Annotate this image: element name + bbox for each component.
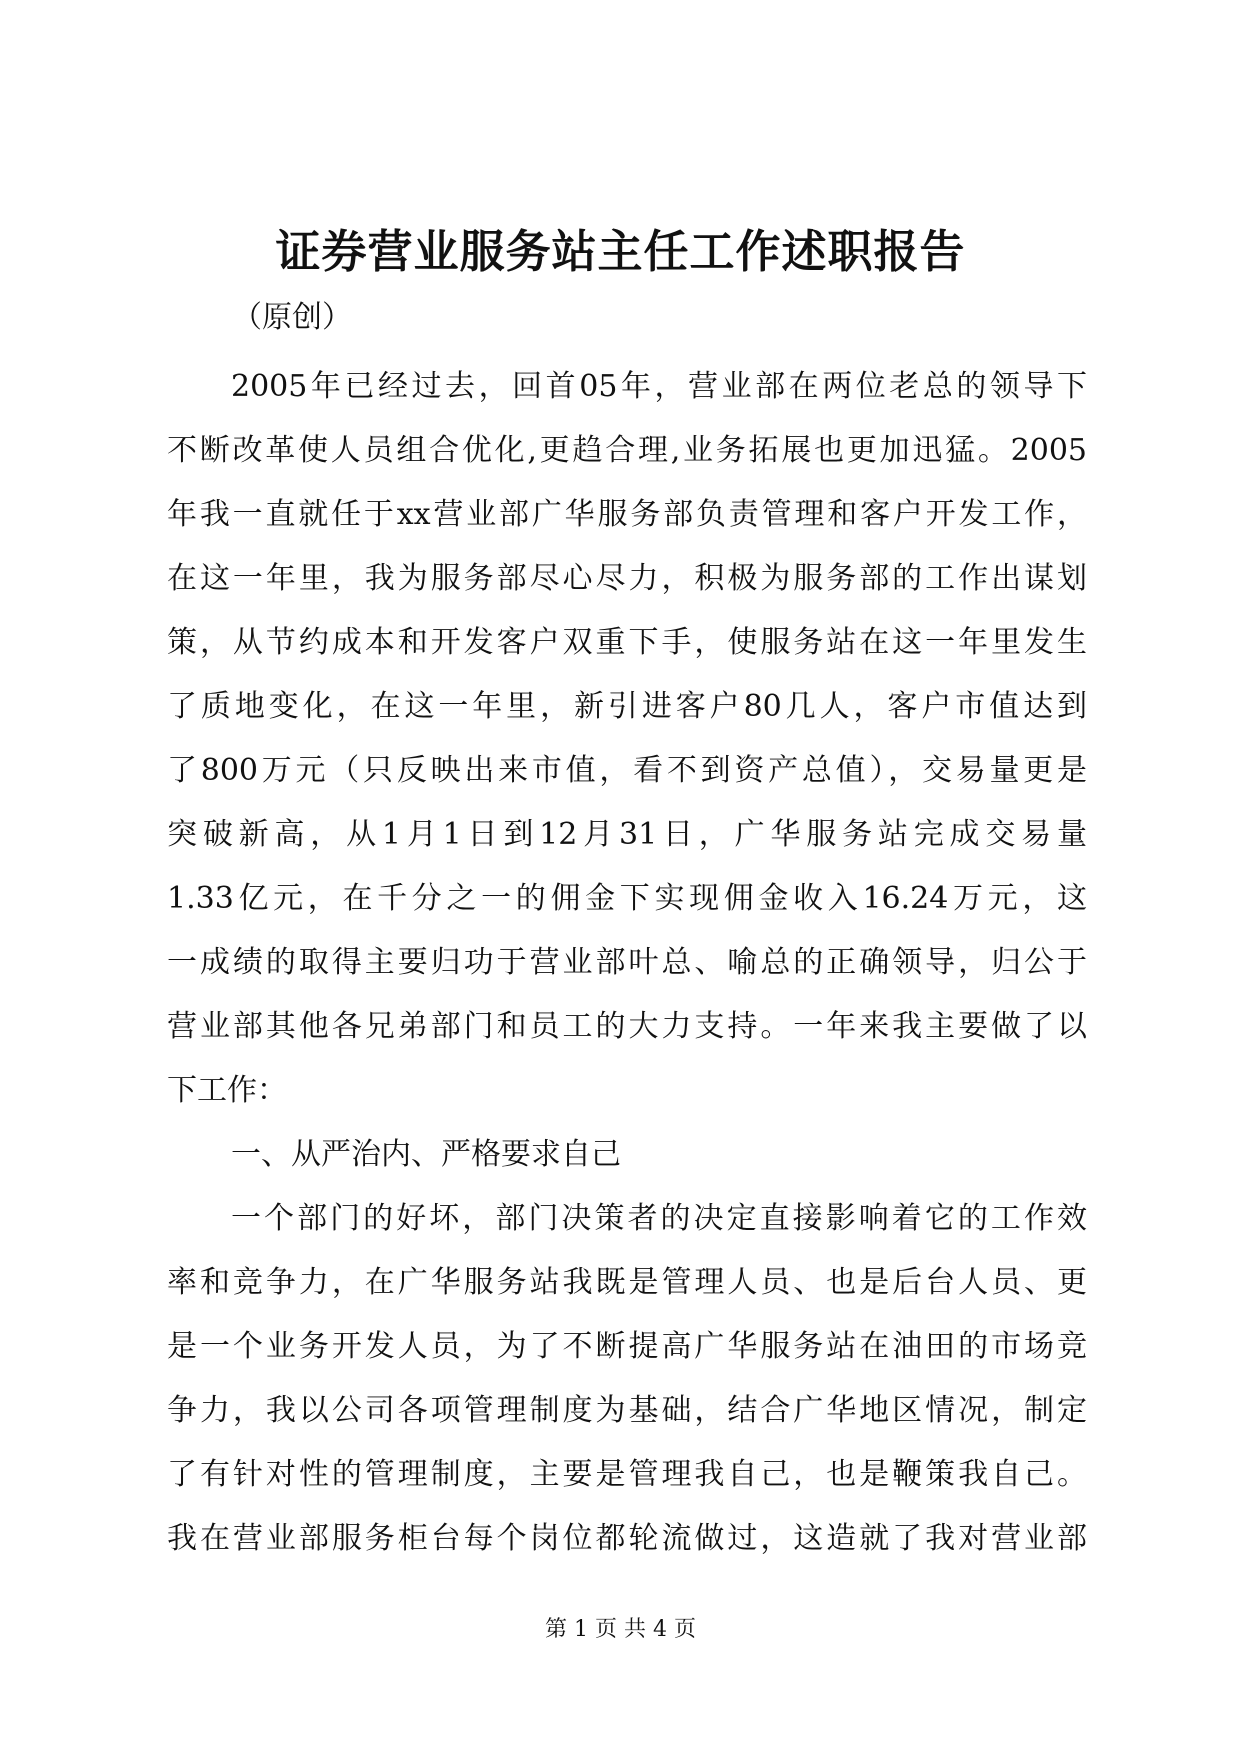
paragraph-line: 年我一直就任于xx营业部广华服务部负责管理和客户开发工作， <box>167 497 1087 532</box>
paragraph-line: 一个部门的好坏，部门决策者的决定直接影响着它的工作效 <box>231 1201 1087 1236</box>
paragraph-line: 下工作： <box>167 1073 287 1108</box>
paragraph-line: 了800万元（只反映出来市值，看不到资产总值），交易量更是 <box>167 753 1087 788</box>
paragraph-line: 营业部其他各兄弟部门和员工的大力支持。一年来我主要做了以 <box>167 1009 1087 1044</box>
document-subtitle: （原创） <box>232 300 352 335</box>
paragraph-line: 争力，我以公司各项管理制度为基础，结合广华地区情况，制定 <box>167 1393 1087 1428</box>
paragraph-line: 不断改革使人员组合优化,更趋合理,业务拓展也更加迅猛。2005 <box>167 433 1087 468</box>
paragraph-line: 一成绩的取得主要归功于营业部叶总、喻总的正确领导，归公于 <box>167 945 1087 980</box>
paragraph-line: 2005年已经过去，回首05年，营业部在两位老总的领导下 <box>231 369 1087 404</box>
paragraph-line: 了有针对性的管理制度，主要是管理我自己，也是鞭策我自己。 <box>167 1457 1087 1492</box>
document-body <box>167 355 1087 1571</box>
paragraph-line: 策，从节约成本和开发客户双重下手，使服务站在这一年里发生 <box>167 625 1087 660</box>
paragraph-line: 1.33亿元，在千分之一的佣金下实现佣金收入16.24万元，这 <box>167 881 1087 916</box>
paragraph-line: 我在营业部服务柜台每个岗位都轮流做过，这造就了我对营业部 <box>167 1521 1087 1556</box>
document-title: 证券营业服务站主任工作述职报告 <box>275 225 966 278</box>
paragraph-line: 在这一年里，我为服务部尽心尽力，积极为服务部的工作出谋划 <box>167 561 1087 596</box>
paragraph-line: 突破新高，从1月1日到12月31日，广华服务站完成交易量 <box>167 817 1087 852</box>
paragraph-line: 了质地变化，在这一年里，新引进客户80几人，客户市值达到 <box>167 689 1087 724</box>
page-number: 第 1 页 共 4 页 <box>545 1617 696 1642</box>
section-heading: 一、从严治内、严格要求自己 <box>231 1137 621 1172</box>
paragraph-line: 是一个业务开发人员，为了不断提高广华服务站在油田的市场竞 <box>167 1329 1087 1364</box>
paragraph-line: 率和竞争力，在广华服务站我既是管理人员、也是后台人员、更 <box>167 1265 1087 1300</box>
